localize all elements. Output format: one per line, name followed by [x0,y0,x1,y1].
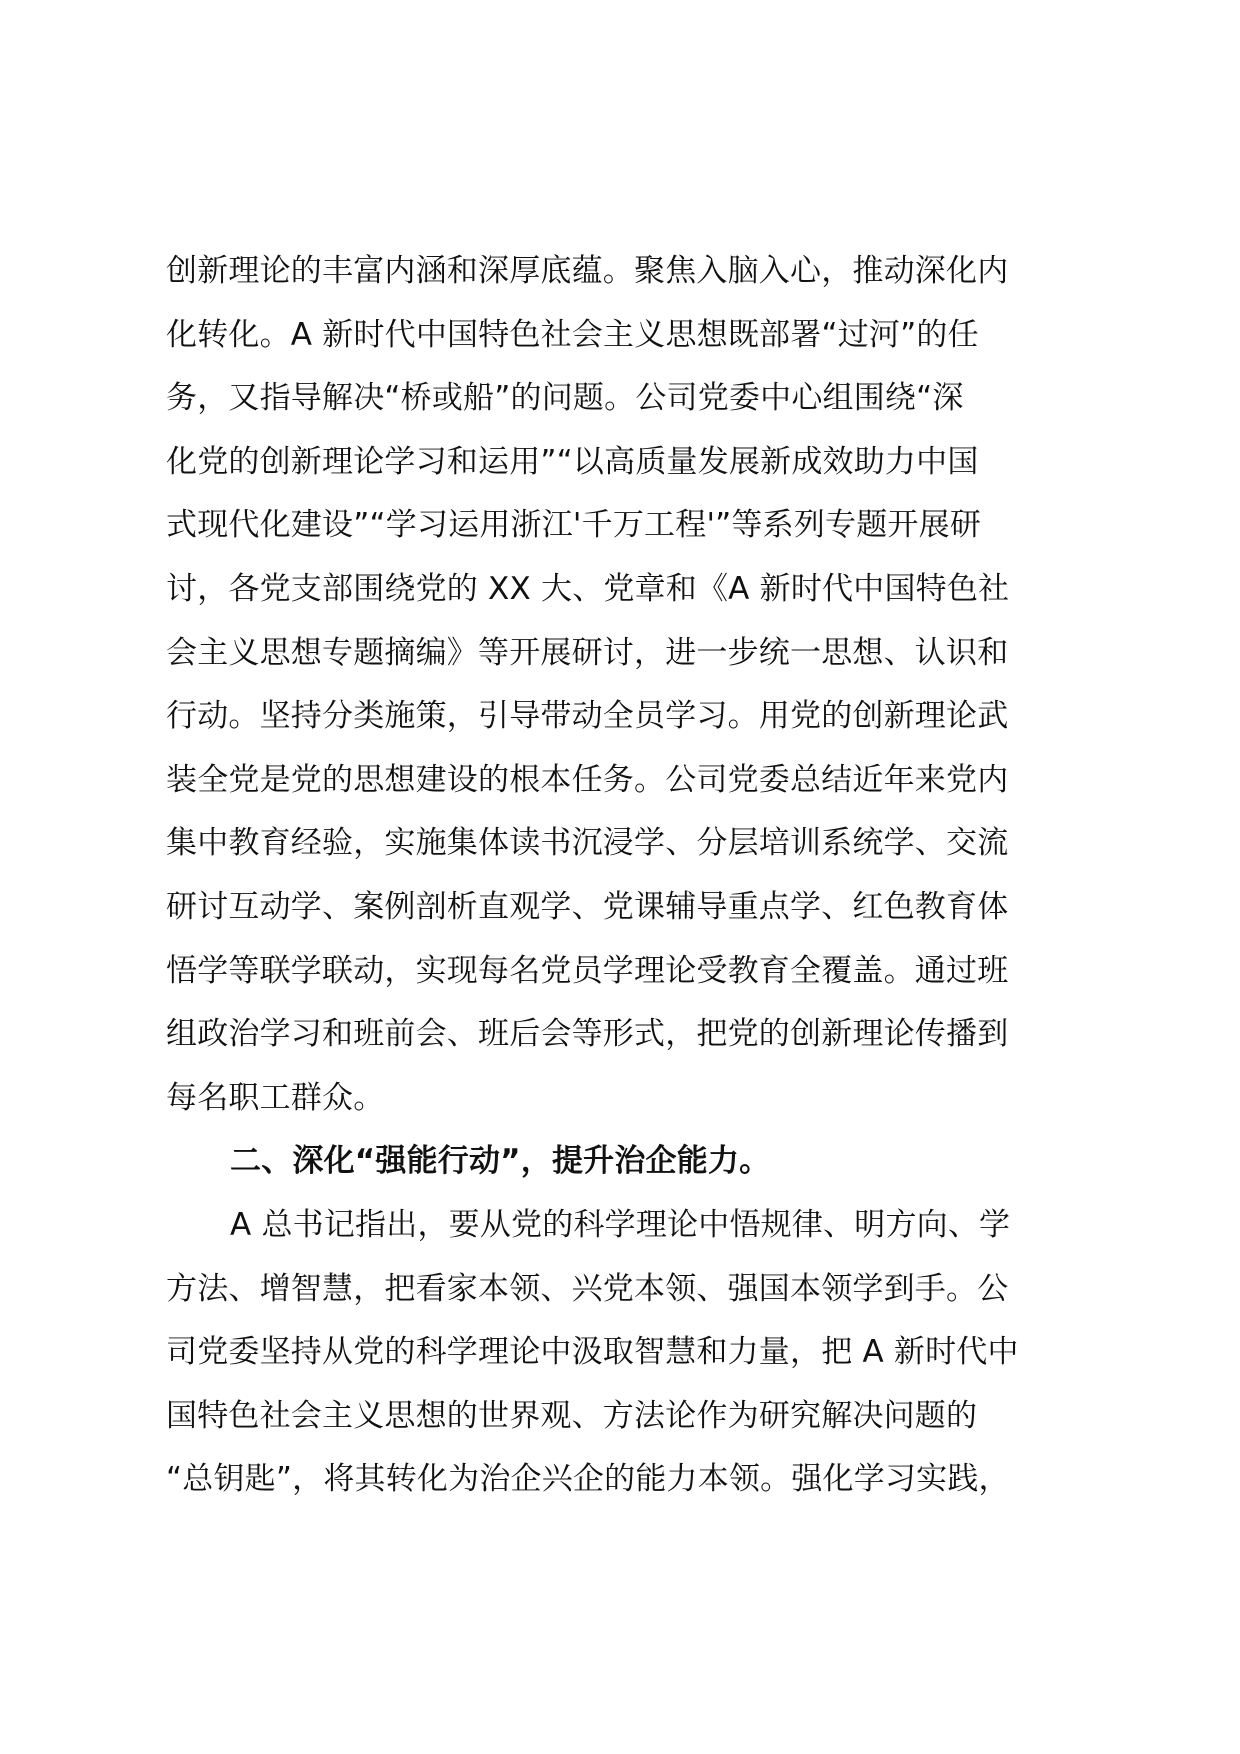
paragraph-line: 悟学等联学联动，实现每名党员学理论受教育全覆盖。通过班 [166,952,1009,989]
paragraph-line: 国特色社会主义思想的世界观、方法论作为研究解决问题的 [166,1397,978,1434]
paragraph-line: 式现代化建设”“学习运用浙江'千万工程'”等系列专题开展研 [166,507,982,544]
paragraph-line: 讨，各党支部围绕党的 XX 大、党章和《A 新时代中国特色社 [166,570,1010,607]
paragraph-line: 创新理论的丰富内涵和深厚底蕴。聚焦入脑入心，推动深化内 [166,253,1009,289]
paragraph-line: 组政治学习和班前会、班后会等形式，把党的创新理论传播到 [166,1016,1009,1053]
paragraph-line: 装全党是党的思想建设的根本任务。公司党委总结近年来党内 [166,761,1009,798]
paragraph-line: 化转化。A 新时代中国特色社会主义思想既部署“过河”的任 [166,316,979,353]
paragraph-line: 化党的创新理论学习和运用”“以高质量发展新成效助力中国 [166,443,979,480]
paragraph-line: “总钥匙”，将其转化为治企兴企的能力本领。强化学习实践， [166,1461,1010,1498]
document-body [166,240,1096,1512]
paragraph-line: 行动。坚持分类施策，引导带动全员学习。用党的创新理论武 [166,698,1009,735]
paragraph-line: 务，又指导解决“桥或船”的问题。公司党委中心组围绕“深 [166,380,964,417]
paragraph-line: 集中教育经验，实施集体读书沉浸学、分层培训系统学、交流 [166,825,1009,862]
paragraph-line: 司党委坚持从党的科学理论中汲取智慧和力量，把 A 新时代中 [166,1334,1019,1371]
section-heading: 二、深化“强能行动”，提升治企能力。 [230,1143,771,1180]
paragraph-line: 研讨互动学、案例剖析直观学、党课辅导重点学、红色教育体 [166,888,1009,925]
paragraph-line: 方法、增智慧，把看家本领、兴党本领、强国本领学到手。公 [166,1270,1009,1307]
paragraph-line: A 总书记指出，要从党的科学理论中悟规律、明方向、学 [230,1206,1011,1243]
paragraph-line: 每名职工群众。 [166,1079,385,1116]
paragraph-line: 会主义思想专题摘编》等开展研讨，进一步统一思想、认识和 [166,634,1009,671]
